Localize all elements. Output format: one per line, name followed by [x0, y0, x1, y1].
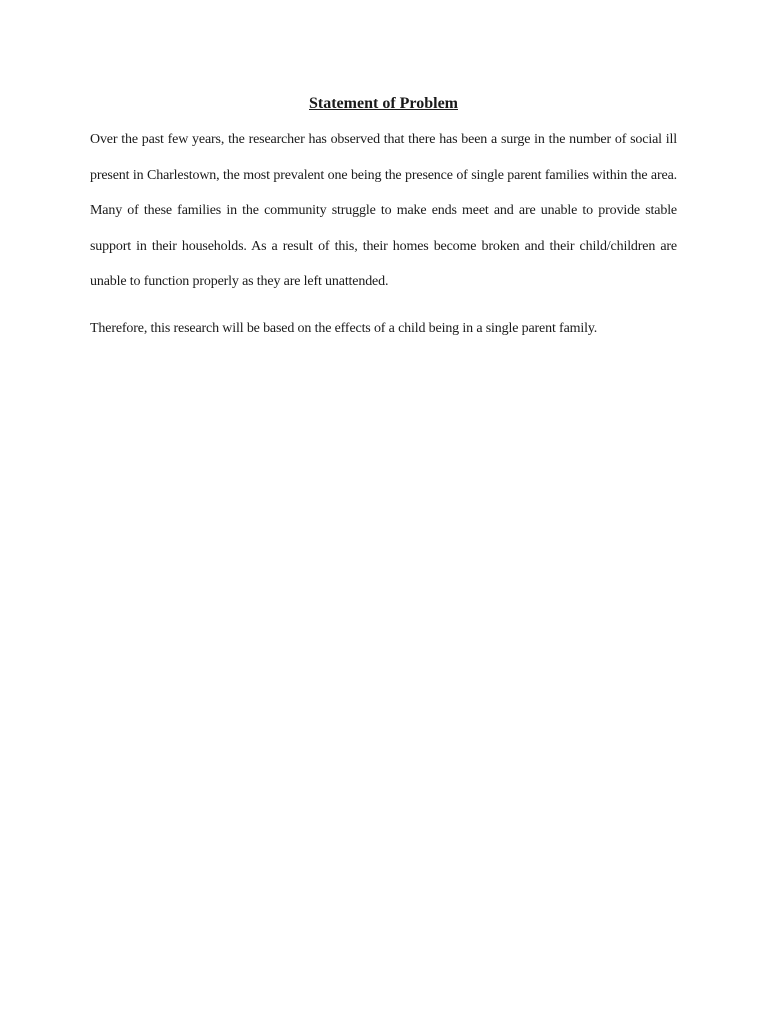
- paragraph-research-focus: Therefore, this research will be based on the effects of a child being in a single parent family.: [90, 320, 598, 336]
- document-title: Statement of Problem: [309, 95, 458, 112]
- document-body: [90, 93, 677, 346]
- paragraph-problem-description: Over the past few years, the researcher has observed that there has been a surge in the number of social ill present in Charlestown, the most prevalent one being the presence of single parent families within the area. Many of these families in the community struggle to make ends meet and are unable to provide stable support in their households. As a result of this, their homes become broken and their child/children are unable to function properly as they are left unattended.: [90, 132, 677, 289]
